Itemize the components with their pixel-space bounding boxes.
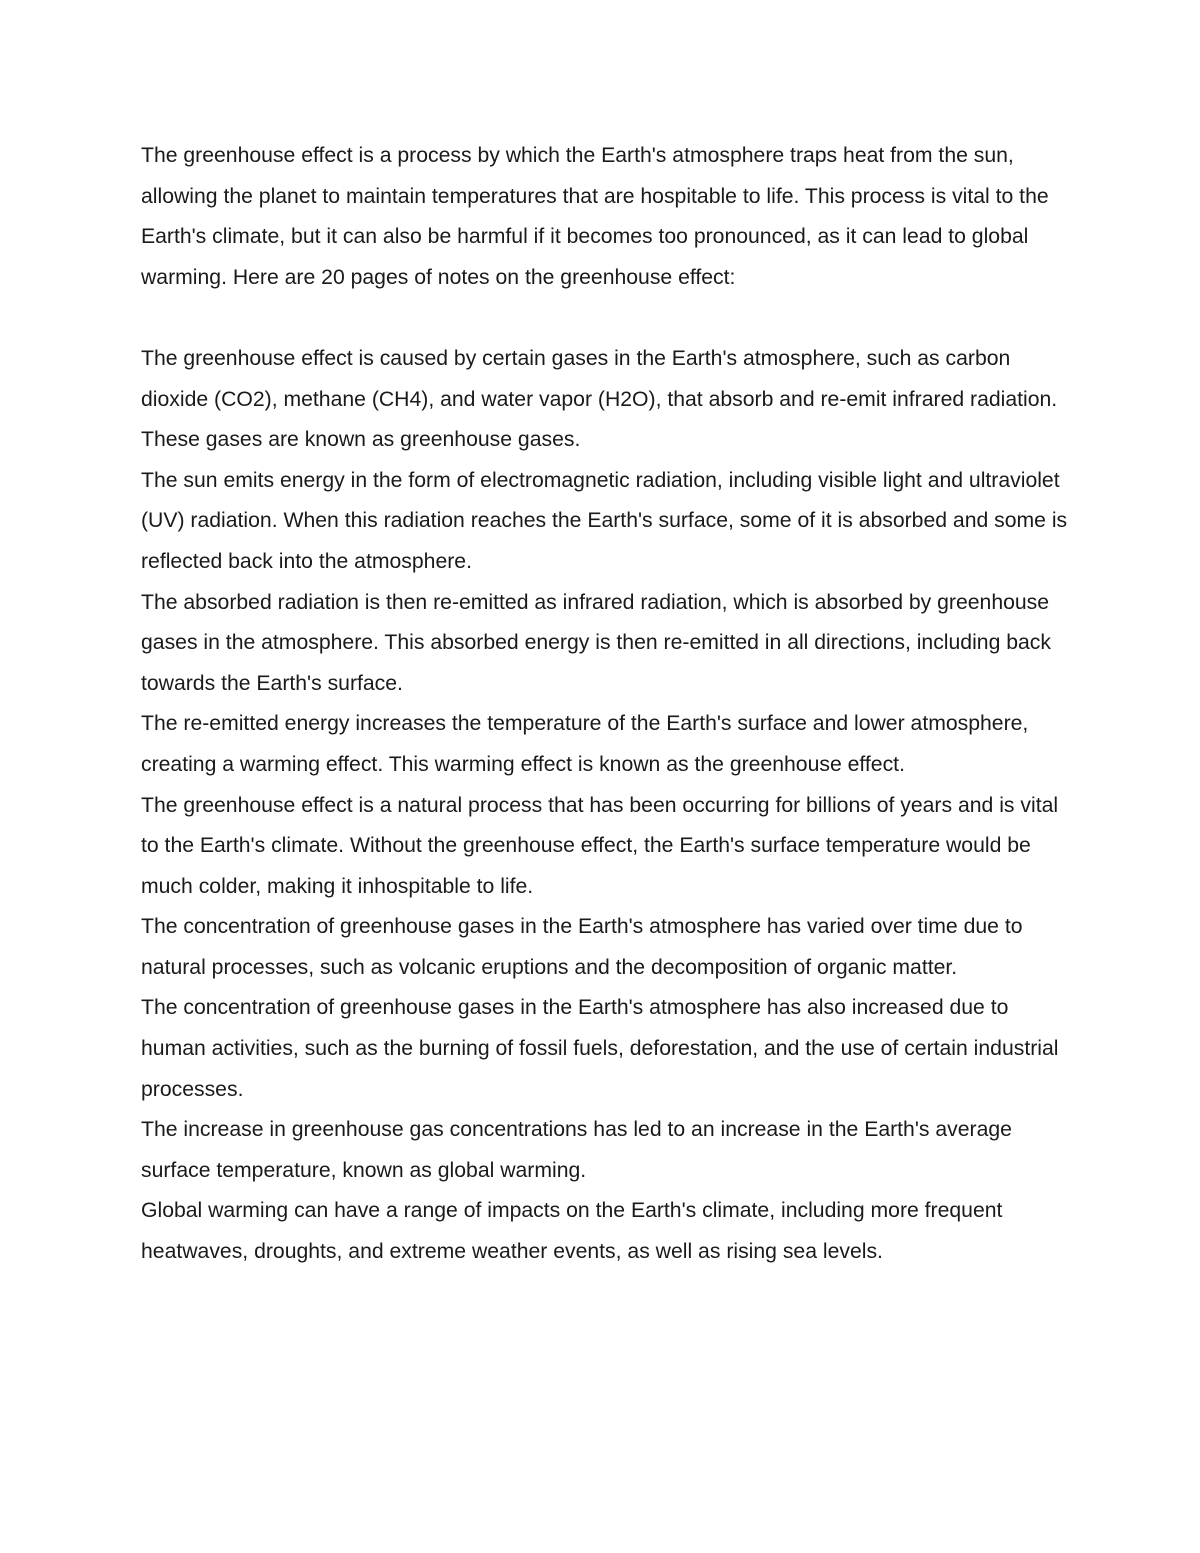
note-paragraph: The increase in greenhouse gas concentrations has led to an increase in the Earth's average surface temperature, known as global warming. — [141, 1118, 1012, 1182]
note-paragraph: The absorbed radiation is then re-emitted as infrared radiation, which is absorbed by greenhouse gases in the atmosphere. This absorbed energy is then re-emitted in all directions, including back towards the Earth's surface. — [141, 590, 1051, 695]
note-paragraph: The concentration of greenhouse gases in the Earth's atmosphere has also increased due to human activities, such as the burning of fossil fuels, deforestation, and the use of certain industrial processes. — [141, 996, 1059, 1101]
note-paragraph: The concentration of greenhouse gases in the Earth's atmosphere has varied over time due to natural processes, such as volcanic eruptions and the decomposition of organic matter. — [141, 915, 1023, 979]
intro-paragraph: The greenhouse effect is a process by which the Earth's atmosphere traps heat from the sun, allowing the planet to maintain temperatures that are hospitable to life. This process is vital to the Earth's climate, but it can also be harmful if it becomes too pronounced, as it can lead to global warming. Here are 20 pages of notes on the greenhouse effect: — [141, 144, 1049, 289]
note-paragraph: The sun emits energy in the form of electromagnetic radiation, including visible light and ultraviolet (UV) radiation. When this radiation reaches the Earth's surface, some of it is absorbed and some is reflected back into the atmosphere. — [141, 468, 1068, 573]
note-paragraph: The greenhouse effect is caused by certain gases in the Earth's atmosphere, such as carbon dioxide (CO2), methane (CH4), and water vapor (H2O), that absorb and re-emit infrared radiation. These gases are known as greenhouse gases. — [141, 346, 1058, 452]
document-body — [141, 136, 1071, 1273]
note-paragraph: Global warming can have a range of impacts on the Earth's climate, including more frequent heatwaves, droughts, and extreme weather events, as well as rising sea levels. — [141, 1199, 1003, 1264]
note-paragraph: The greenhouse effect is a natural process that has been occurring for billions of years and is vital to the Earth's climate. Without the greenhouse effect, the Earth's surface temperature would be much colder, making it inhospitable to life. — [141, 793, 1059, 898]
note-paragraph: The re-emitted energy increases the temperature of the Earth's surface and lower atmosphere, creating a warming effect. This warming effect is known as the greenhouse effect. — [141, 712, 1029, 776]
paragraph-gap — [141, 298, 1071, 339]
